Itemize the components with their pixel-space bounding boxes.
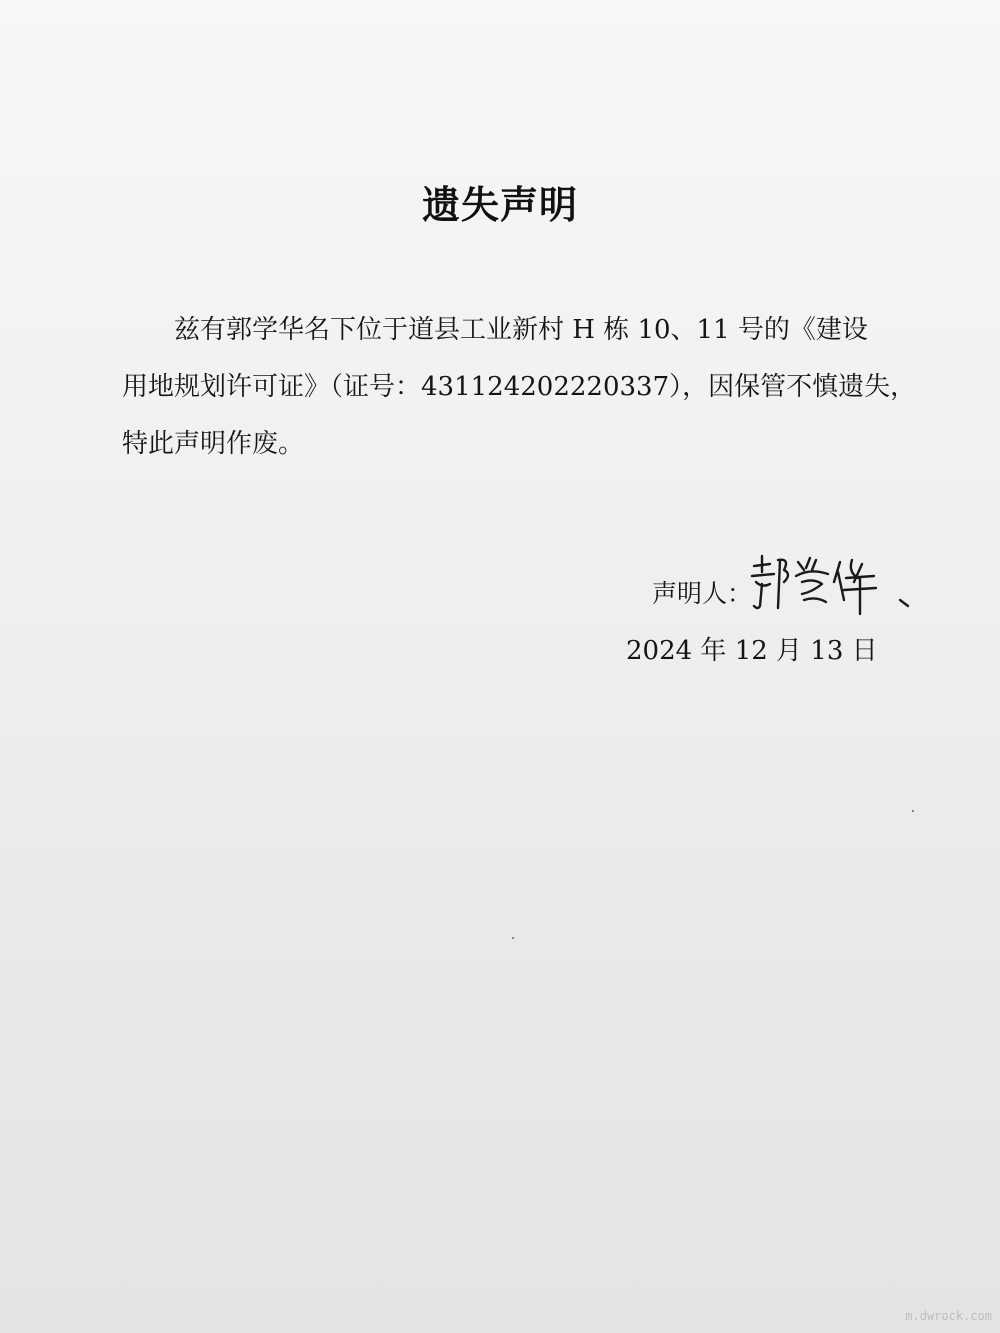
statement-date: 2024 年 12 月 13 日 [626,636,878,666]
document-title: 遗失声明 [421,183,578,227]
paper-speck [512,937,514,939]
statement-paragraph [122,302,917,473]
paragraph-line-2: 用地规划许可证》（证号：431124202220337），因保管不慎遗失， [122,372,917,402]
paper-speck [912,810,914,812]
handwritten-signature [740,548,920,618]
signer-label: 声明人： [652,579,753,608]
paragraph-line-1: 兹有郭学华名下位于道县工业新村 H 栋 10、11 号的《建设 [174,315,868,345]
paragraph-line-3: 特此声明作废。 [122,429,305,459]
watermark: m.dwrock.com [905,1309,992,1323]
